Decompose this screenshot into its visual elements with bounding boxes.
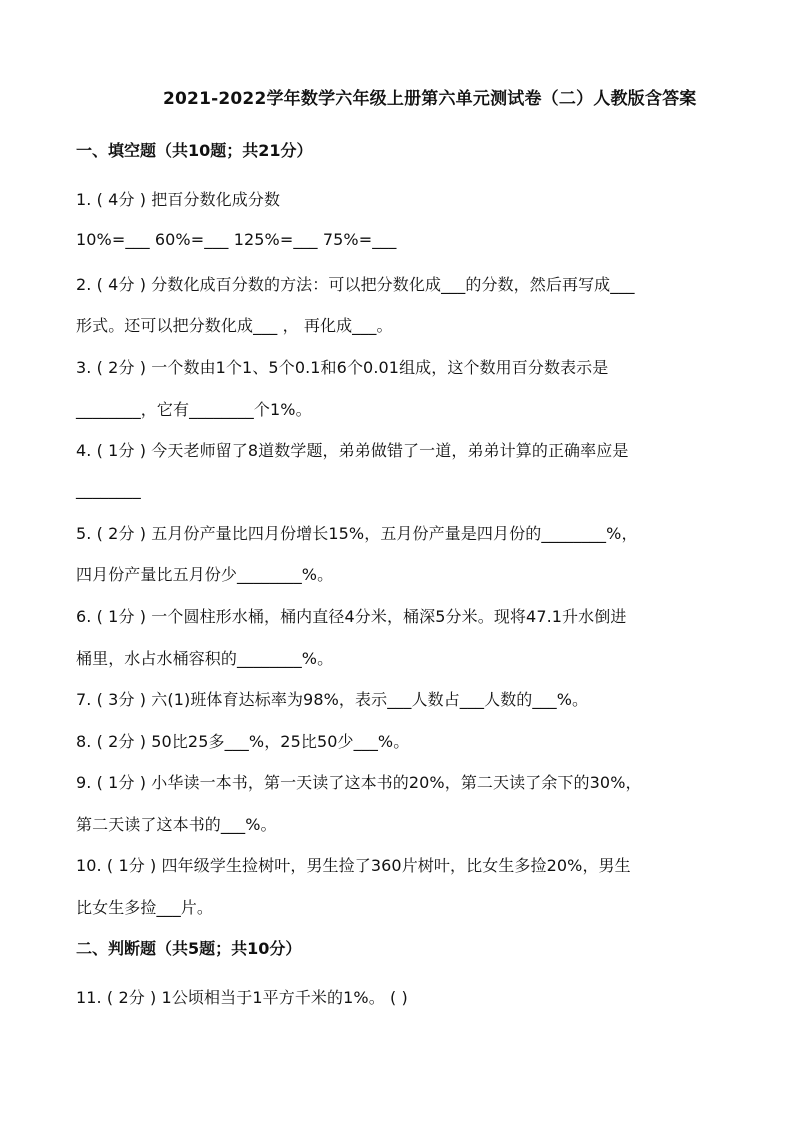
question-3-cont: ________，它有________个1%。	[76, 400, 312, 419]
question-8: 8. ( 2分 ) 50比25多___%，25比50少___%。	[76, 732, 410, 751]
question-2-cont: 形式。还可以把分数化成___ ， 再化成___。	[76, 316, 393, 335]
question-10-cont: 比女生多捡___片。	[76, 898, 214, 917]
section-heading-fill-blank: 一、填空题（共10题；共21分）	[76, 141, 313, 160]
question-6-cont: 桶里，水占水桶容积的________%。	[76, 649, 334, 668]
question-4-cont: ________	[76, 480, 141, 499]
question-10: 10. ( 1分 ) 四年级学生捡树叶，男生捡了360片树叶，比女生多捡20%，男生	[76, 856, 631, 875]
question-5: 5. ( 2分 ) 五月份产量比四月份增长15%，五月份产量是四月份的________%，	[76, 524, 638, 543]
question-4: 4. ( 1分 ) 今天老师留了8道数学题，弟弟做错了一道，弟弟计算的正确率应是	[76, 441, 629, 460]
question-1-blanks: 10%=___ 60%=___ 125%=___ 75%=___	[76, 230, 397, 249]
question-1: 1. ( 4分 ) 把百分数化成分数	[76, 190, 281, 209]
question-11: 11. ( 2分 ) 1公顷相当于1平方千米的1%。 ( )	[76, 988, 408, 1007]
question-2: 2. ( 4分 ) 分数化成百分数的方法：可以把分数化成___的分数，然后再写成___	[76, 275, 635, 294]
question-7: 7. ( 3分 ) 六(1)班体育达标率为98%，表示___人数占___人数的___%。	[76, 690, 589, 709]
question-9-cont: 第二天读了这本书的___%。	[76, 815, 277, 834]
question-9: 9. ( 1分 ) 小华读一本书，第一天读了这本书的20%，第二天读了余下的30%，	[76, 773, 642, 792]
page-title: 2021-2022学年数学六年级上册第六单元测试卷（二）人教版含答案	[163, 89, 697, 109]
question-3: 3. ( 2分 ) 一个数由1个1、5个0.1和6个0.01组成，这个数用百分数表示是	[76, 358, 609, 377]
question-6: 6. ( 1分 ) 一个圆柱形水桶，桶内直径4分米，桶深5分米。现将47.1升水倒进	[76, 607, 627, 626]
question-5-cont: 四月份产量比五月份少________%。	[76, 565, 334, 584]
section-heading-true-false: 二、判断题（共5题；共10分）	[76, 939, 302, 958]
